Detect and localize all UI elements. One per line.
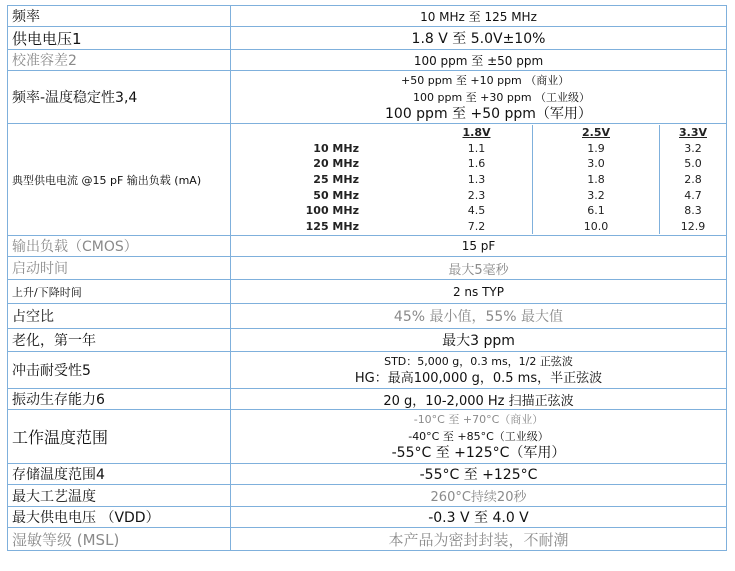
row-label: 存储温度范围4: [8, 464, 231, 485]
current-freq: 100 MHz: [305, 204, 359, 218]
row-value: 15 pF: [231, 236, 727, 257]
row-label: 最大供电电压 （VDD）: [8, 507, 231, 528]
current-3-3v: 8.3: [684, 204, 702, 218]
row-label: 供电电压1: [8, 27, 231, 50]
current-row: [231, 140, 726, 156]
spec-row-supply-voltage: [8, 27, 727, 50]
current-freq: 20 MHz: [313, 157, 359, 171]
spec-row-vibration: [8, 389, 727, 410]
spec-row-shock: [8, 352, 727, 389]
row-label: 典型供电电流 @15 pF 输出负载 (mA): [8, 124, 231, 236]
spec-row-storage-temp: [8, 464, 727, 485]
row-label: 占空比: [8, 304, 231, 329]
row-label: 校准容差2: [8, 50, 231, 71]
row-value: 45% 最小值，55% 最大值: [231, 304, 727, 329]
header-2-5v: 2.5V: [533, 125, 660, 141]
header-1-8v: 1.8V: [421, 125, 533, 141]
row-label: 最大工艺温度: [8, 485, 231, 507]
spec-row-supply-current: [8, 124, 727, 236]
current-3-3v: 2.8: [684, 173, 702, 186]
spec-row-msl: [8, 528, 727, 551]
current-2-5v: 10.0: [533, 219, 660, 235]
current-1-8v: 1.6: [421, 156, 533, 172]
stability-commercial: +50 ppm 至 +10 ppm （商业）: [401, 73, 570, 87]
stability-industrial: 100 ppm 至 +30 ppm （工业级）: [413, 90, 591, 104]
row-label: 输出负载（CMOS）: [8, 236, 231, 257]
spec-row-rise-fall-time: [8, 280, 727, 304]
row-value: 本产品为密封封装，不耐潮: [231, 528, 727, 551]
row-value: -55°C 至 +125°C: [231, 464, 727, 485]
operating-military: -55°C 至 +125°C（军用）: [391, 445, 566, 461]
row-label: 振动生存能力6: [8, 389, 231, 410]
header-3-3v: 3.3V: [679, 125, 707, 139]
row-label: 老化，第一年: [8, 329, 231, 352]
spec-row-duty-cycle: [8, 304, 727, 329]
spec-row-output-load: [8, 236, 727, 257]
current-1-8v: 7.2: [421, 219, 533, 235]
current-1-8v: 4.5: [421, 203, 533, 219]
current-table-cell: [231, 124, 727, 236]
row-value: [231, 410, 727, 464]
current-1-8v: 1.1: [421, 140, 533, 156]
current-2-5v: 3.2: [533, 187, 660, 203]
spec-row-max-supply-voltage: [8, 507, 727, 528]
current-2-5v: 6.1: [533, 203, 660, 219]
row-value: 100 ppm 至 ±50 ppm: [231, 50, 727, 71]
current-header-row: [231, 125, 726, 141]
current-3-3v: 5.0: [684, 157, 702, 171]
spec-row-operating-temp: [8, 410, 727, 464]
current-2-5v: 1.9: [533, 140, 660, 156]
spec-table: [7, 5, 727, 551]
current-freq: 125 MHz: [305, 220, 359, 234]
row-value: 2 ns TYP: [231, 280, 727, 304]
row-label: 湿敏等级 (MSL): [8, 528, 231, 551]
row-label: 上升/下降时间: [8, 280, 231, 304]
current-1-8v: 1.3: [421, 172, 533, 188]
row-value: 260°C持续20秒: [231, 485, 727, 507]
operating-industrial: -40°C 至 +85°C（工业级）: [408, 430, 549, 443]
current-3-3v: 3.2: [684, 141, 702, 155]
stability-military: 100 ppm 至 +50 ppm（军用）: [385, 105, 592, 122]
current-row: [231, 172, 726, 188]
spec-row-max-process-temp: [8, 485, 727, 507]
current-2-5v: 1.8: [533, 172, 660, 188]
current-3-3v: 4.7: [684, 188, 702, 202]
spec-row-frequency: [8, 6, 727, 27]
shock-hg: HG：最高100,000 g，0.5 ms，半正弦波: [354, 371, 603, 386]
spec-row-calibration-tolerance: [8, 50, 727, 71]
current-3-3v: 12.9: [680, 220, 706, 234]
row-label: 启动时间: [8, 257, 231, 280]
row-label: 冲击耐受性5: [8, 352, 231, 389]
spec-row-aging: [8, 329, 727, 352]
row-value: 最大5毫秒: [231, 257, 727, 280]
operating-commercial: -10°C 至 +70°C（商业）: [413, 413, 544, 426]
spec-row-startup-time: [8, 257, 727, 280]
row-value: 20 g，10-2,000 Hz 扫描正弦波: [231, 389, 727, 410]
current-freq: 25 MHz: [313, 173, 359, 186]
current-row: [231, 187, 726, 203]
current-1-8v: 2.3: [421, 187, 533, 203]
row-label: 频率-温度稳定性3,4: [8, 71, 231, 124]
row-label: 工作温度范围: [8, 410, 231, 464]
spec-row-freq-temp-stability: [8, 71, 727, 124]
row-value: [231, 71, 727, 124]
row-value: 10 MHz 至 125 MHz: [231, 6, 727, 27]
row-value: 最大3 ppm: [231, 329, 727, 352]
current-table: [231, 125, 726, 235]
current-freq: 10 MHz: [313, 141, 359, 155]
row-value: -0.3 V 至 4.0 V: [231, 507, 727, 528]
current-row: [231, 156, 726, 172]
current-freq: 50 MHz: [313, 188, 359, 202]
row-value: 1.8 V 至 5.0V±10%: [231, 27, 727, 50]
row-label: 频率: [8, 6, 231, 27]
current-row: [231, 219, 726, 235]
current-row: [231, 203, 726, 219]
shock-std: STD：5,000 g，0.3 ms，1/2 正弦波: [384, 355, 573, 368]
current-2-5v: 3.0: [533, 156, 660, 172]
row-value: [231, 352, 727, 389]
